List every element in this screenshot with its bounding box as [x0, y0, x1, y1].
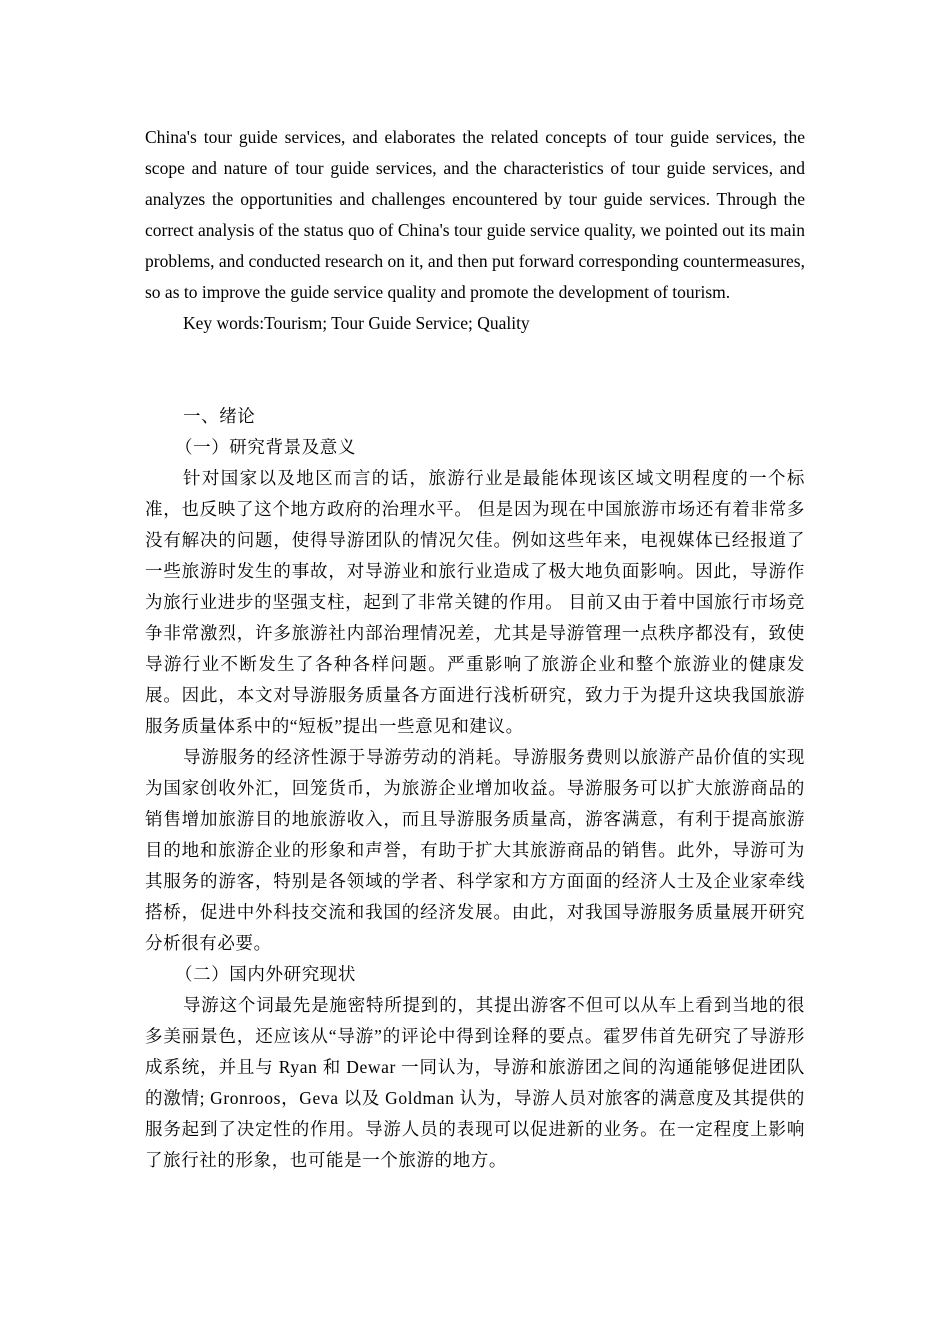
- page-content: [145, 122, 805, 1176]
- section-heading-introduction: 一、绪论: [183, 406, 256, 426]
- subsection-heading-background: （一）研究背景及意义: [175, 437, 356, 457]
- section-spacer: [145, 339, 805, 401]
- abstract-keywords: Key words:Tourism; Tour Guide Service; Quality: [183, 313, 530, 333]
- paragraph-background-1: 针对国家以及地区而言的话，旅游行业是最能体现该区域文明程度的一个标准，也反映了这个地方政府的治理水平。 但是因为现在中国旅游市场还有着非常多没有解决的问题，使得导游团队的情况欠佳。例如这些年来，电视媒体已经报道了一些旅游时发生的事故，对导游业和旅行业造成了极大地负面影响。因此，导游作为旅行业进步的坚强支柱，起到了非常关键的作用。 目前又由于着中国旅行市场竞争非常激烈，许多旅游社内部治理情况差，尤其是导游管理一点秩序都没有，致使导游行业不断发生了各种各样问题。严重影响了旅游企业和整个旅游业的健康发展。因此，本文对导游服务质量各方面进行浅析研究，致力于为提升这块我国旅游服务质量体系中的“短板”提出一些意见和建议。: [145, 468, 805, 736]
- paragraph-research-status-1: 导游这个词最先是施密特所提到的，其提出游客不但可以从车上看到当地的很多美丽景色，还应该从“导游”的评论中得到诠释的要点。霍罗伟首先研究了导游形成系统，并且与 Ryan 和 Dewar 一同认为，导游和旅游团之间的沟通能够促进团队的激情; Gronroos，Geva 以及 Goldman 认为，导游人员对旅客的满意度及其提供的服务起到了决定性的作用。导游人员的表现可以促进新的业务。在一定程度上影响了旅行社的形象，也可能是一个旅游的地方。: [145, 995, 805, 1170]
- paragraph-background-2: 导游服务的经济性源于导游劳动的消耗。导游服务费则以旅游产品价值的实现为国家创收外汇，回笼货币，为旅游企业增加收益。导游服务可以扩大旅游商品的销售增加旅游目的地旅游收入，而且导游服务质量高，游客满意，有利于提高旅游目的地和旅游企业的形象和声誉，有助于扩大其旅游商品的销售。此外，导游可为其服务的游客，特别是各领域的学者、科学家和方方面面的经济人士及企业家牵线搭桥，促进中外科技交流和我国的经济发展。由此，对我国导游服务质量展开研究分析很有必要。: [145, 747, 805, 953]
- abstract-english-body: China's tour guide services, and elaborates the related concepts of tour guide services, the scope and nature of tour guide services, and the characteristics of tour guide services, and analyzes the opportunities and challenges encountered by tour guide services. Through the correct analysis of the status quo of China's tour guide service quality, we pointed out its main problems, and conducted research on it, and then put forward corresponding countermeasures, so as to improve the guide service quality and promote the development of tourism.: [145, 127, 805, 302]
- subsection-heading-research-status: （二）国内外研究现状: [175, 964, 356, 984]
